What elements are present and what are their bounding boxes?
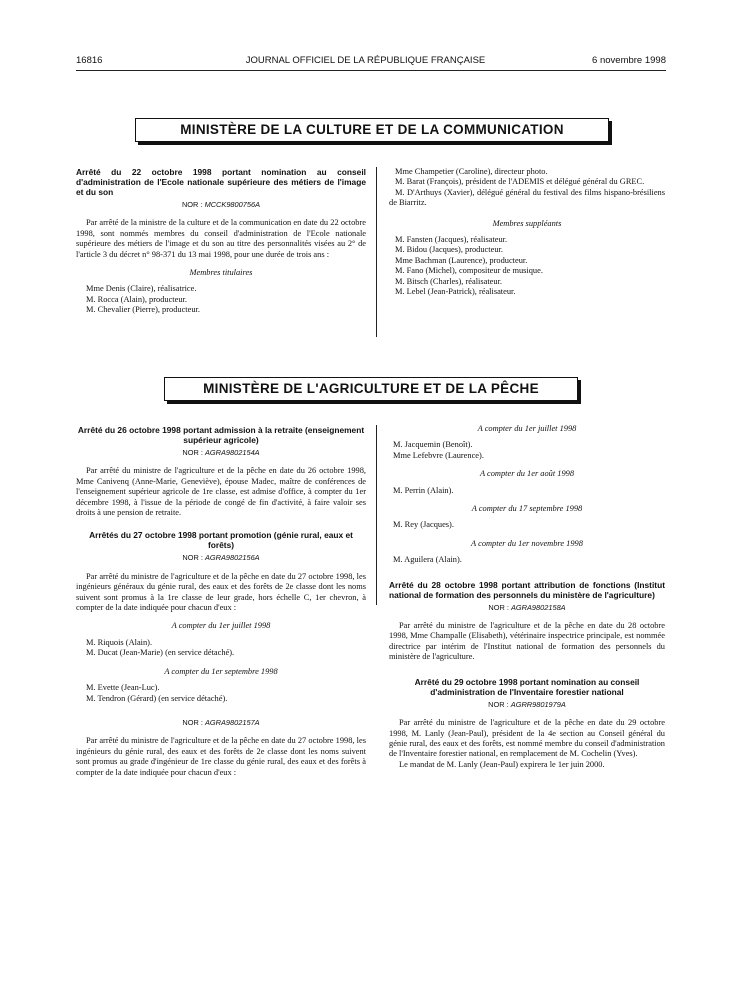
list-item: M. Ducat (Jean-Marie) (en service détaché). [86,648,235,658]
list-item: Mme Denis (Claire), réalisatrice. [86,284,197,294]
list-item: M. Fansten (Jacques), réalisateur. [395,235,508,245]
column-divider [376,425,377,605]
nor-reference: NOR : AGRA9802157A [182,717,260,727]
culture-right-column [389,167,665,297]
list-item: M. Barat (François), président de l'ADEMIS et délégué général du GREC. [395,177,645,187]
arrete-body: Par arrêté du ministre de l'agriculture et de la pêche en date du 27 octobre 1998, les ingénieurs généraux du génie rural, des eaux et des forêts de 2e classe dont les noms suivent sont promus à la 1re classe de leur grade, hors échelle C, 1er chevron, à compter de la date indiquée pour chacun d'eux : [76,571,366,613]
date-heading: A compter du 1er juillet 1998 [477,424,577,433]
ministry-agriculture-title: MINISTÈRE DE L'AGRICULTURE ET DE LA PÊCHE [164,377,578,401]
arrete-title: Arrêté du 22 octobre 1998 portant nomination au conseil d'administration de l'Ecole nationale supérieure des métiers de l'image et du son [76,167,366,197]
list-item: M. D'Arthuys (Xavier), délégué général du festival des films hispano-brésiliens de Biarritz. [389,187,665,208]
arrete-body: Par arrêté du ministre de l'agriculture et de la pêche en date du 26 octobre 1998, Mme Canivenq (Anne-Marie, Geneviève), épouse Madec, maître de conférences de l'enseignement supérieur agricole de 1re classe, est admise d'office, à compter du 1er décembre 1998, à l'issue de la période de congé de fin d'activité, à faire valoir ses droits à une pension de retraite. [76,466,366,518]
list-item: M. Evette (Jean-Luc). [86,683,160,693]
ministry-culture-title: MINISTÈRE DE LA CULTURE ET DE LA COMMUNICATION [135,118,609,142]
page-number: 16816 [76,55,103,66]
arrete-body: Par arrêté du ministre de l'agriculture et de la pêche en date du 28 octobre 1998, Mme Champalle (Elisabeth), vétérinaire inspectrice principale, est nommée directrice par intérim de l'Institut national de formation des personnels du ministère de l'agriculture. [389,621,665,662]
nor-reference: NOR : AGRR9801979A [488,699,566,709]
date-heading: A compter du 1er août 1998 [479,469,575,479]
date-heading: A compter du 1er juillet 1998 [171,621,271,631]
list-item: Mme Bachman (Laurence), producteur. [395,255,528,265]
arrete-title: Arrêté du 28 octobre 1998 portant attribution de fonctions (Institut national de formation des personnels du ministère de l'agriculture) [389,579,665,600]
arrete-body: Par arrêté du ministre de l'agriculture et de la pêche en date du 27 octobre 1998, les ingénieurs du génie rural, des eaux et des forêts de 2e classe dont les noms suivent sont promus au grade d'ingénieur de 1re classe du génie rural, des eaux et des forêts à compter de la date indiquée pour chacun d'eux : [76,736,366,777]
suppleants-heading: Membres suppléants [492,218,562,228]
date-heading: A compter du 1er septembre 1998 [164,666,278,676]
arrete-body: Par arrêté de la ministre de la culture et de la communication en date du 22 octobre 1998, sont nommés membres du conseil d'administration de l'Ecole nationale supérieure des métiers de l'image et du son au titre des personnalités visées au 2° de l'article 3 du décret n° 98-371 du 13 mai 1998, pour une durée de trois ans : [76,218,366,259]
list-item: M. Lebel (Jean-Patrick), réalisateur. [395,287,516,297]
column-divider [376,167,377,337]
list-item: M. Jacquemin (Benoît). [393,440,473,450]
header-rule [76,70,666,71]
journal-title: JOURNAL OFFICIEL DE LA RÉPUBLIQUE FRANÇAISE [245,55,486,66]
list-item: M. Perrin (Alain). [393,485,454,495]
issue-date: 6 novembre 1998 [592,55,666,66]
list-item: M. Fano (Michel), compositeur de musique. [395,266,543,276]
arrete-body: Par arrêté du ministre de l'agriculture et de la pêche en date du 29 octobre 1998, M. Lanly (Jean-Paul), président de la 4e section au Conseil général du génie rural, des eaux et des forêts, est nommé membre du conseil d'administration de l'Inventaire forestier national, en remplacement de M. Cochelin (Yves). [389,718,665,759]
nor-reference: NOR : AGRA9802154A [182,448,260,457]
nor-reference: NOR : MCCK9800756A [181,200,261,209]
nor-reference: NOR : AGRA9802158A [488,602,566,612]
list-item: M. Riquois (Alain). [86,637,153,647]
arrete-title: Arrêté du 26 octobre 1998 portant admission à la retraite (enseignement supérieur agricole) [77,425,365,445]
titulaires-heading: Membres titulaires [189,268,253,278]
list-item: M. Rey (Jacques). [393,520,454,530]
list-item: M. Aguilera (Alain). [393,555,462,565]
list-item: M. Tendron (Gérard) (en service détaché). [86,693,228,703]
arrete-title: Arrêté du 29 octobre 1998 portant nomination au conseil d'administration de l'Inventaire forestier national [414,676,640,697]
nor-reference: NOR : AGRA9802156A [182,553,260,563]
list-item: M. Rocca (Alain), producteur. [86,294,187,304]
agriculture-left-column [76,425,366,784]
list-item: Mme Lefebvre (Laurence). [393,450,484,460]
arrete-body: Le mandat de M. Lanly (Jean-Paul) expirera le 1er juin 2000. [399,759,605,769]
date-heading: A compter du 1er novembre 1998 [471,538,583,548]
culture-left-column [76,167,366,316]
arrete-title: Arrêtés du 27 octobre 1998 portant promotion (génie rural, eaux et forêts) [89,530,353,551]
list-item: M. Bidou (Jacques), producteur. [395,245,503,255]
list-item: M. Bitsch (Charles), réalisateur. [395,276,502,286]
list-item: Mme Champetier (Caroline), directeur photo. [395,167,548,176]
agriculture-right-column [389,424,665,776]
list-item: M. Chevalier (Pierre), producteur. [86,305,200,315]
date-heading: A compter du 17 septembre 1998 [471,504,583,514]
